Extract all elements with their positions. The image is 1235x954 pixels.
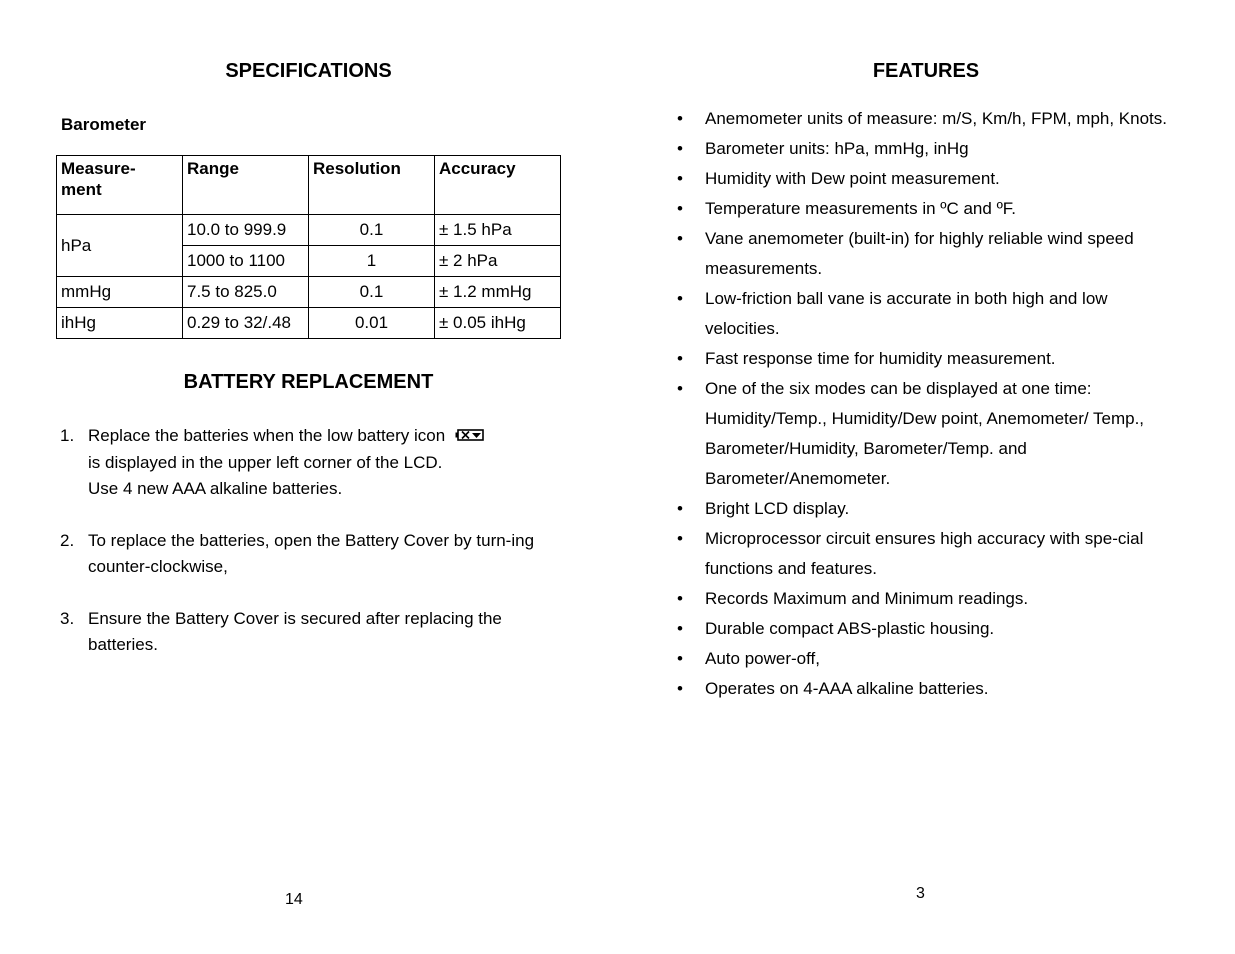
features-list bbox=[677, 104, 1177, 704]
step-text: To replace the batteries, open the Battery Cover by turn-ing counter-clockwise, bbox=[88, 530, 535, 576]
feature-text: Records Maximum and Minimum readings. bbox=[705, 589, 1029, 608]
header-measurement: Measure- ment bbox=[57, 156, 183, 215]
page-number: 14 bbox=[285, 891, 303, 908]
cell-accuracy: ± 0.05 ihHg bbox=[435, 308, 561, 339]
bullet-icon: • bbox=[677, 589, 683, 608]
table-row bbox=[57, 308, 561, 339]
bullet-icon: • bbox=[677, 379, 683, 398]
bullet-icon: • bbox=[677, 229, 683, 248]
list-item bbox=[677, 494, 1177, 524]
cell-accuracy: ± 1.2 mmHg bbox=[435, 277, 561, 308]
step-number: 1. bbox=[60, 426, 75, 445]
feature-text: One of the six modes can be displayed at one time: Humidity/Temp., Humidity/Dew point, Anemometer/ Temp., Barometer/Humidity, Barometer/Temp. and Barometer/Anemometer. bbox=[705, 379, 1145, 488]
right-page bbox=[617, 0, 1235, 954]
low-battery-icon bbox=[455, 424, 485, 450]
step-text-line: Replace the batteries when the low battery icon bbox=[88, 426, 446, 445]
bullet-icon: • bbox=[677, 679, 683, 698]
feature-text: Operates on 4-AAA alkaline batteries. bbox=[705, 679, 989, 698]
left-page bbox=[0, 0, 617, 954]
step-text-line: is displayed in the upper left corner of the LCD. bbox=[88, 452, 443, 472]
list-item bbox=[677, 614, 1177, 644]
feature-text: Barometer units: hPa, mmHg, inHg bbox=[705, 139, 969, 158]
bullet-icon: • bbox=[677, 649, 683, 668]
table-header-row bbox=[57, 156, 561, 215]
step-number: 2. bbox=[60, 530, 75, 550]
page-number: 3 bbox=[916, 885, 925, 902]
list-item bbox=[677, 164, 1177, 194]
cell-accuracy: ± 2 hPa bbox=[435, 246, 561, 277]
cell-measurement: hPa bbox=[57, 215, 183, 277]
list-item bbox=[677, 104, 1177, 134]
battery-steps-list bbox=[60, 423, 570, 684]
list-item bbox=[677, 194, 1177, 224]
feature-text: Auto power-off, bbox=[705, 649, 820, 668]
cell-resolution: 0.1 bbox=[309, 277, 435, 308]
feature-text: Durable compact ABS-plastic housing. bbox=[705, 619, 995, 638]
cell-resolution: 1 bbox=[309, 246, 435, 277]
battery-replacement-heading: BATTERY REPLACEMENT bbox=[183, 371, 434, 393]
list-item bbox=[677, 344, 1177, 374]
list-item bbox=[60, 528, 570, 580]
cell-measurement: ihHg bbox=[57, 308, 183, 339]
feature-text: Low-friction ball vane is accurate in both high and low velocities. bbox=[705, 289, 1108, 338]
list-item bbox=[677, 644, 1177, 674]
table-row bbox=[57, 215, 561, 246]
bullet-icon: • bbox=[677, 349, 683, 368]
bullet-icon: • bbox=[677, 109, 683, 128]
feature-text: Humidity with Dew point measurement. bbox=[705, 169, 1000, 188]
header-accuracy: Accuracy bbox=[435, 156, 561, 215]
barometer-spec-table bbox=[56, 155, 561, 339]
bullet-icon: • bbox=[677, 529, 683, 548]
feature-text: Vane anemometer (built-in) for highly reliable wind speed measurements. bbox=[705, 229, 1134, 278]
list-item bbox=[677, 584, 1177, 614]
step-text-line: Use 4 new AAA alkaline batteries. bbox=[88, 478, 343, 498]
feature-text: Bright LCD display. bbox=[705, 499, 850, 518]
bullet-icon: • bbox=[677, 619, 683, 638]
list-item bbox=[677, 524, 1177, 584]
feature-text: Temperature measurements in ºC and ºF. bbox=[705, 199, 1016, 218]
list-item bbox=[677, 224, 1177, 284]
bullet-icon: • bbox=[677, 169, 683, 188]
bullet-icon: • bbox=[677, 139, 683, 158]
list-item bbox=[677, 284, 1177, 344]
list-item bbox=[677, 674, 1177, 704]
list-item bbox=[677, 134, 1177, 164]
list-item bbox=[60, 423, 570, 502]
step-number: 3. bbox=[60, 608, 75, 628]
cell-range: 0.29 to 32/.48 bbox=[183, 308, 309, 339]
bullet-icon: • bbox=[677, 289, 683, 308]
step-text: Ensure the Battery Cover is secured after replacing the batteries. bbox=[88, 608, 502, 654]
cell-resolution: 0.01 bbox=[309, 308, 435, 339]
cell-range: 7.5 to 825.0 bbox=[183, 277, 309, 308]
list-item bbox=[60, 606, 570, 658]
barometer-subheading: Barometer bbox=[61, 115, 147, 134]
list-item bbox=[677, 374, 1177, 494]
bullet-icon: • bbox=[677, 199, 683, 218]
feature-text: Anemometer units of measure: m/S, Km/h, FPM, mph, Knots. bbox=[705, 109, 1167, 128]
header-range: Range bbox=[183, 156, 309, 215]
cell-resolution: 0.1 bbox=[309, 215, 435, 246]
cell-range: 10.0 to 999.9 bbox=[183, 215, 309, 246]
cell-accuracy: ± 1.5 hPa bbox=[435, 215, 561, 246]
feature-text: Microprocessor circuit ensures high accuracy with spe-cial functions and features. bbox=[705, 529, 1144, 578]
bullet-icon: • bbox=[677, 499, 683, 518]
specifications-heading: SPECIFICATIONS bbox=[225, 60, 392, 82]
table-row bbox=[57, 277, 561, 308]
cell-range: 1000 to 1100 bbox=[183, 246, 309, 277]
cell-measurement: mmHg bbox=[57, 277, 183, 308]
features-heading: FEATURES bbox=[872, 60, 980, 82]
header-resolution: Resolution bbox=[309, 156, 435, 215]
feature-text: Fast response time for humidity measurement. bbox=[705, 349, 1056, 368]
